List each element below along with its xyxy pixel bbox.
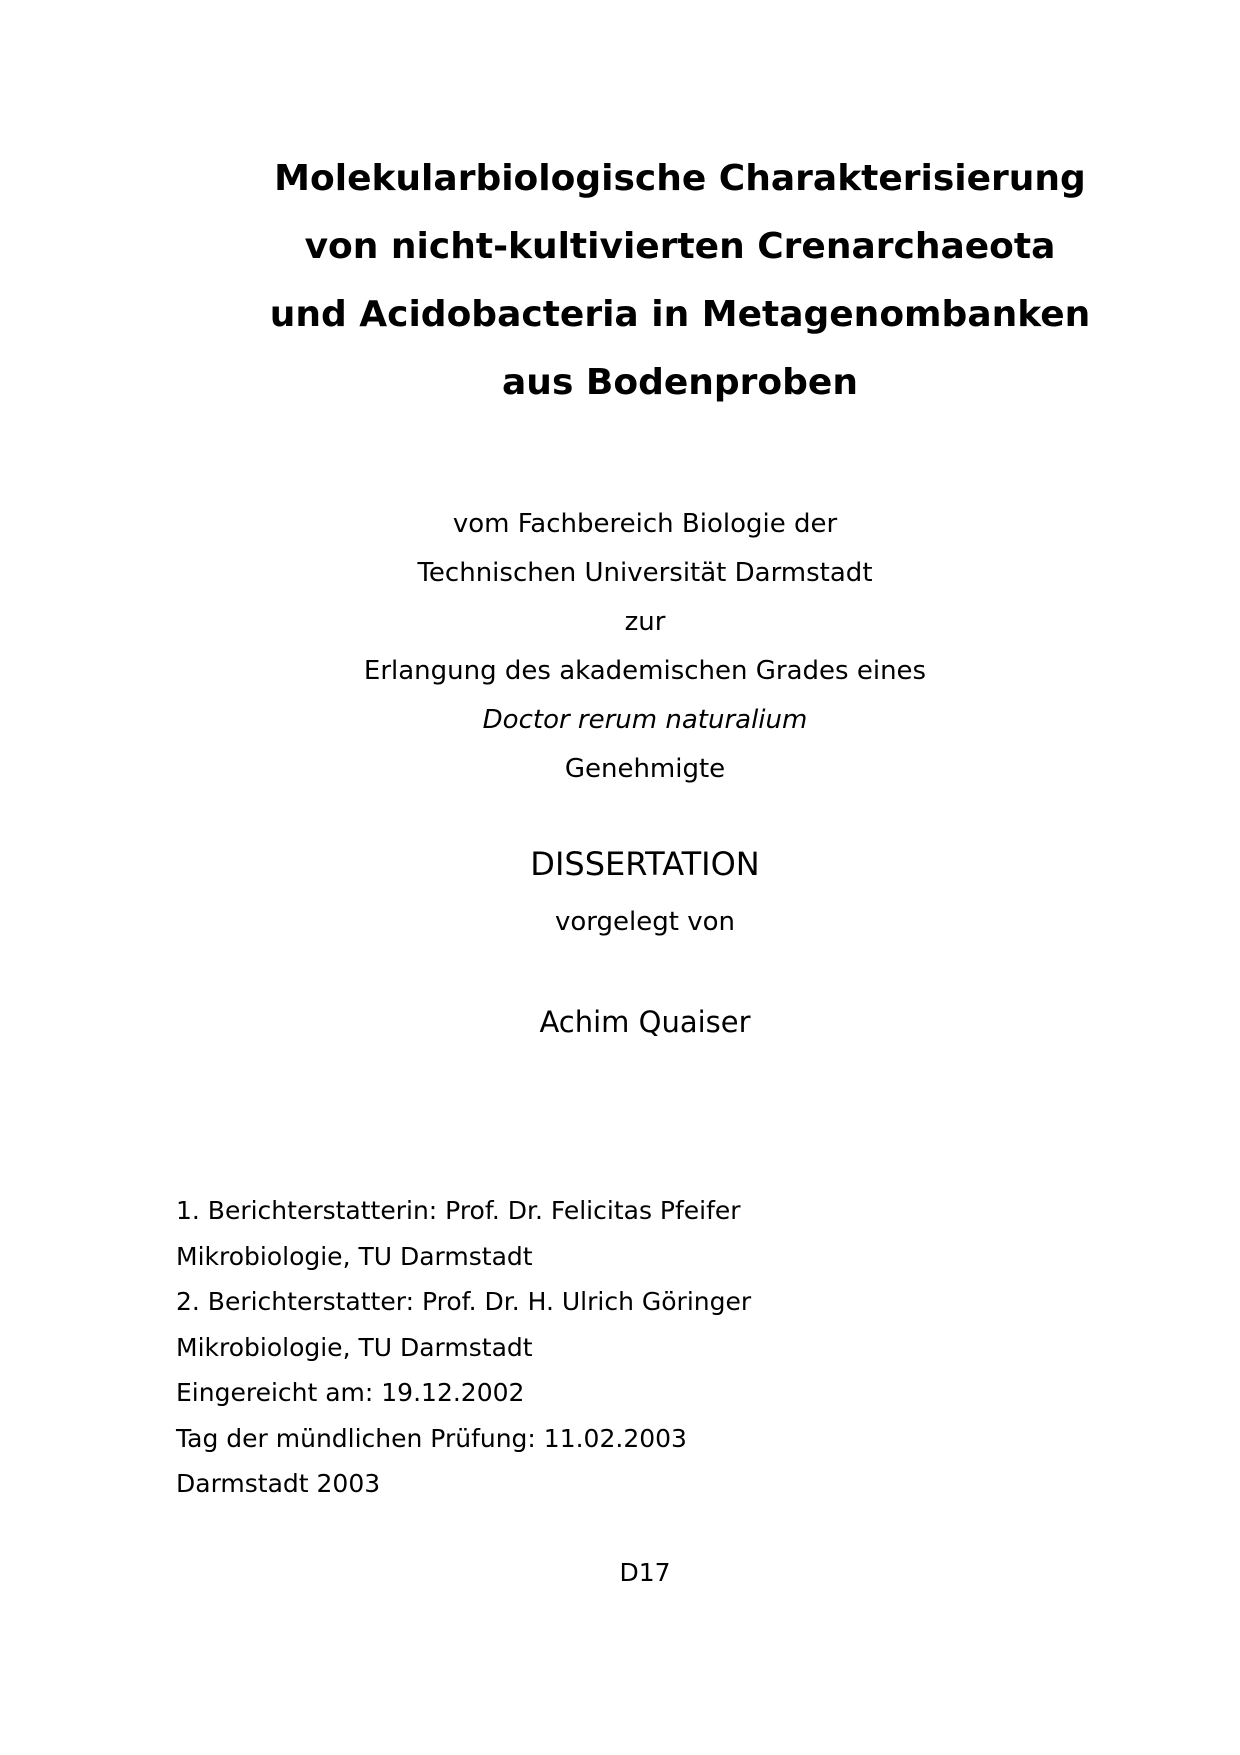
oral-exam-date: Tag der mündlichen Prüfung: 11.02.2003 xyxy=(176,1423,687,1453)
degree-statement-line: Erlangung des akademischen Grades eines xyxy=(363,656,927,686)
thesis-title-line: Molekularbiologische Charakterisierung xyxy=(274,158,1086,199)
second-referee: 2. Berichterstatter: Prof. Dr. H. Ulrich Göringer xyxy=(176,1287,752,1316)
approval-line: Genehmigte xyxy=(564,754,726,784)
first-referee-affiliation: Mikrobiologie, TU Darmstadt xyxy=(176,1241,533,1271)
examination-details xyxy=(176,1188,1076,1507)
submission-date: Eingereicht am: 19.12.2002 xyxy=(176,1378,525,1407)
purpose-line: zur xyxy=(624,607,666,637)
document-number: D17 xyxy=(619,1558,671,1587)
degree-name: Doctor rerum naturalium xyxy=(482,705,808,735)
faculty-statement xyxy=(230,500,1060,794)
thesis-title xyxy=(230,145,1130,417)
thesis-title-line: von nicht-kultivierten Crenarchaeota xyxy=(304,226,1056,267)
dissertation-heading: DISSERTATION xyxy=(530,845,760,883)
university-line: Technischen Universität Darmstadt xyxy=(417,558,873,588)
author-name: Achim Quaiser xyxy=(539,1005,751,1039)
thesis-title-line: aus Bodenproben xyxy=(502,362,858,403)
faculty-line: vom Fachbereich Biologie der xyxy=(452,509,838,539)
place-year: Darmstadt 2003 xyxy=(176,1469,381,1498)
second-referee-affiliation: Mikrobiologie, TU Darmstadt xyxy=(176,1332,533,1362)
first-referee: 1. Berichterstatterin: Prof. Dr. Felicitas Pfeifer xyxy=(176,1196,741,1225)
thesis-title-line: und Acidobacteria in Metagenombanken xyxy=(269,294,1091,335)
submitted-by-label: vorgelegt von xyxy=(555,907,735,937)
